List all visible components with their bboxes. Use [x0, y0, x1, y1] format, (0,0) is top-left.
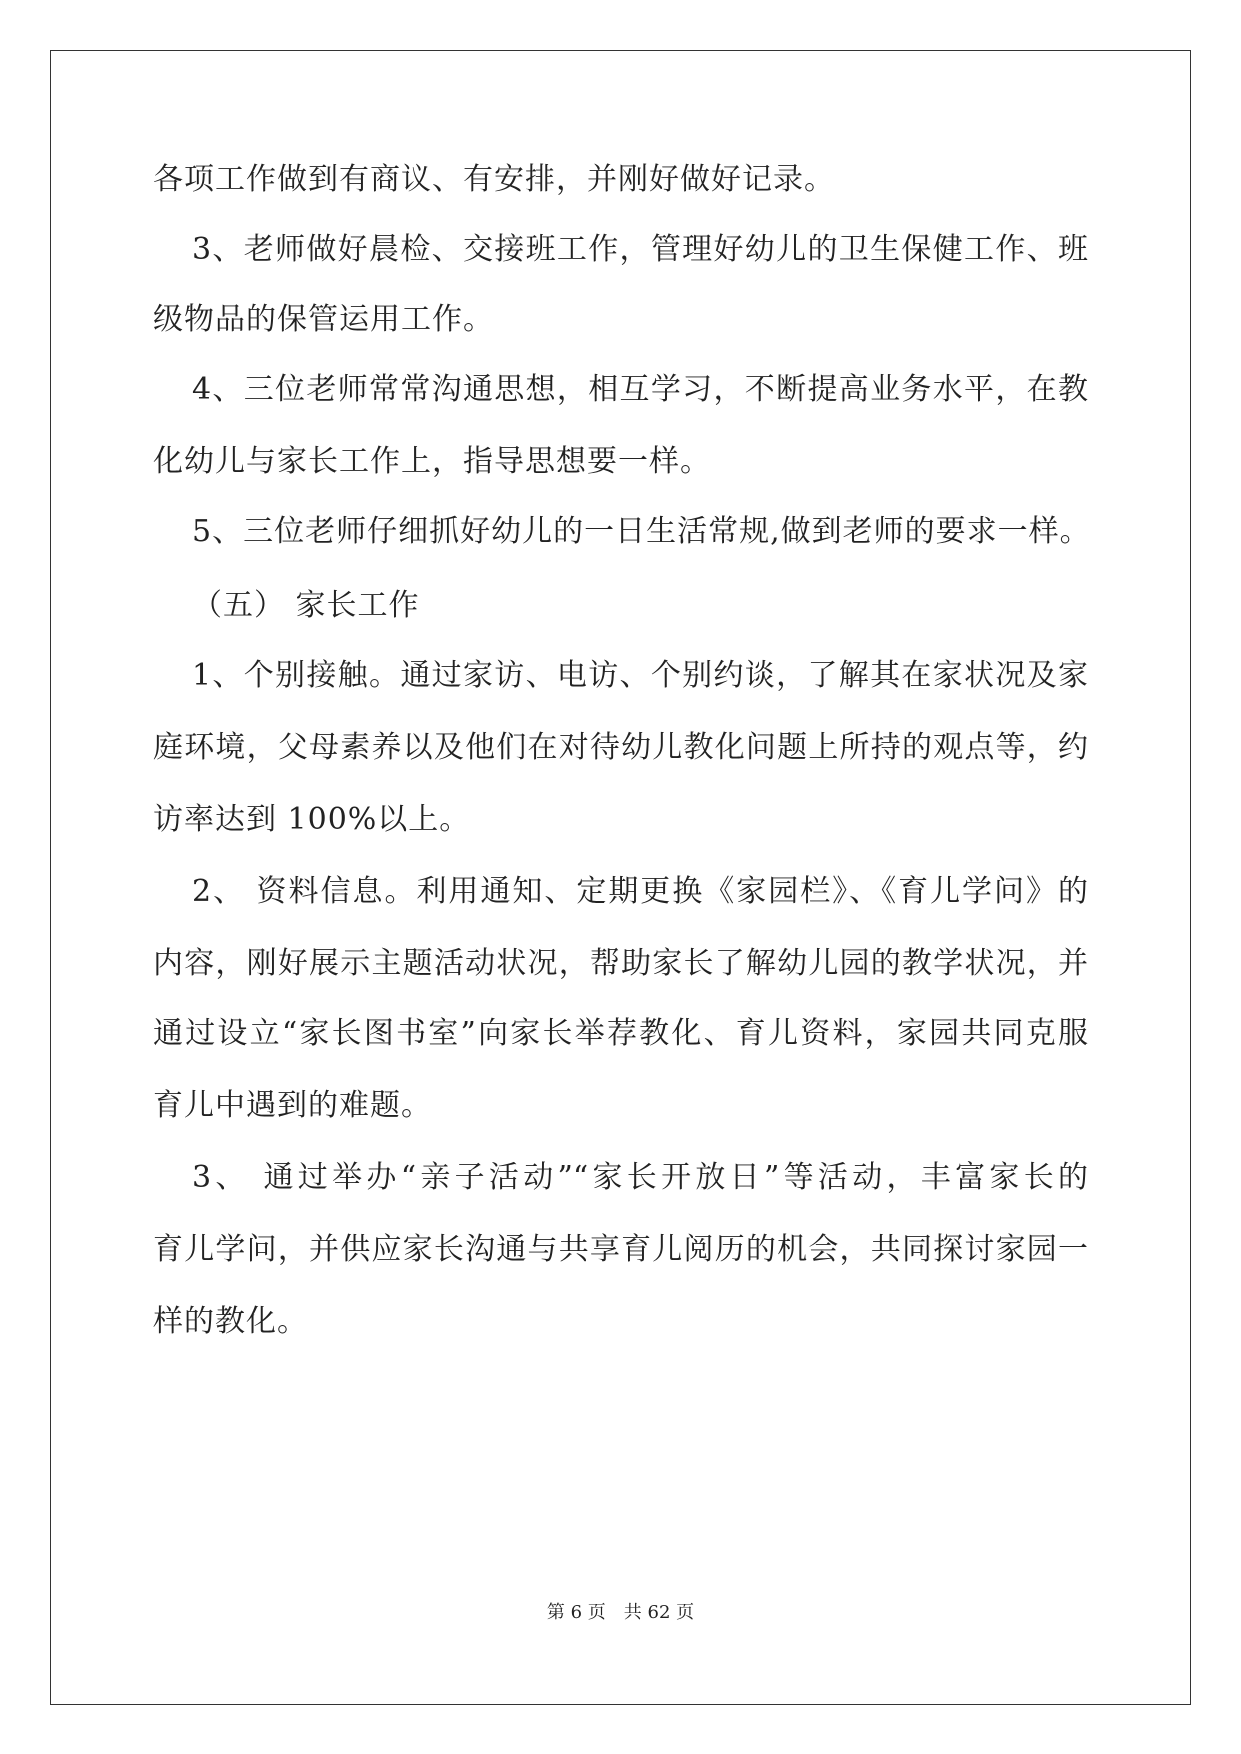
page-number: 第 6 页: [546, 1602, 606, 1623]
paragraph-line: 育儿学问，并供应家长沟通与共享育儿阅历的机会，共同探讨家园一: [153, 1232, 1088, 1267]
paragraph-line: 3、 通过举办“亲子活动”“家长开放日”等活动，丰富家长的: [192, 1160, 1088, 1195]
page-footer: [0, 1601, 1241, 1625]
paragraph-line: 级物品的保管运用工作。: [153, 302, 494, 337]
page-total: 共 62 页: [623, 1602, 695, 1623]
paragraph-line: 各项工作做到有商议、有安排，并刚好做好记录。: [153, 162, 835, 197]
paragraph-line: 化幼儿与家长工作上，指导思想要一样。: [153, 444, 711, 479]
paragraph-line: 2、 资料信息。利用通知、定期更换《家园栏》、《育儿学问》的: [192, 874, 1088, 909]
paragraph-line: 4、三位老师常常沟通思想，相互学习，不断提高业务水平，在教: [192, 372, 1088, 407]
paragraph-line: 1、个别接触。通过家访、电访、个别约谈，了解其在家状况及家: [192, 658, 1088, 693]
paragraph-line: 5、三位老师仔细抓好幼儿的一日生活常规,做到老师的要求一样。: [192, 514, 1091, 549]
paragraph-line: 3、老师做好晨检、交接班工作，管理好幼儿的卫生保健工作、班: [192, 232, 1088, 267]
paragraph-line: 内容，刚好展示主题活动状况，帮助家长了解幼儿园的教学状况，并: [153, 946, 1088, 981]
section-heading: （五） 家长工作: [192, 588, 420, 623]
paragraph-line: 访率达到 100%以上。: [153, 802, 471, 837]
paragraph-line: 育儿中遇到的难题。: [153, 1088, 432, 1123]
paragraph-line: 样的教化。: [153, 1304, 308, 1339]
paragraph-line: 庭环境，父母素养以及他们在对待幼儿教化问题上所持的观点等，约: [153, 730, 1088, 765]
paragraph-line: 通过设立“家长图书室”向家长举荐教化、育儿资料，家园共同克服: [153, 1016, 1088, 1051]
